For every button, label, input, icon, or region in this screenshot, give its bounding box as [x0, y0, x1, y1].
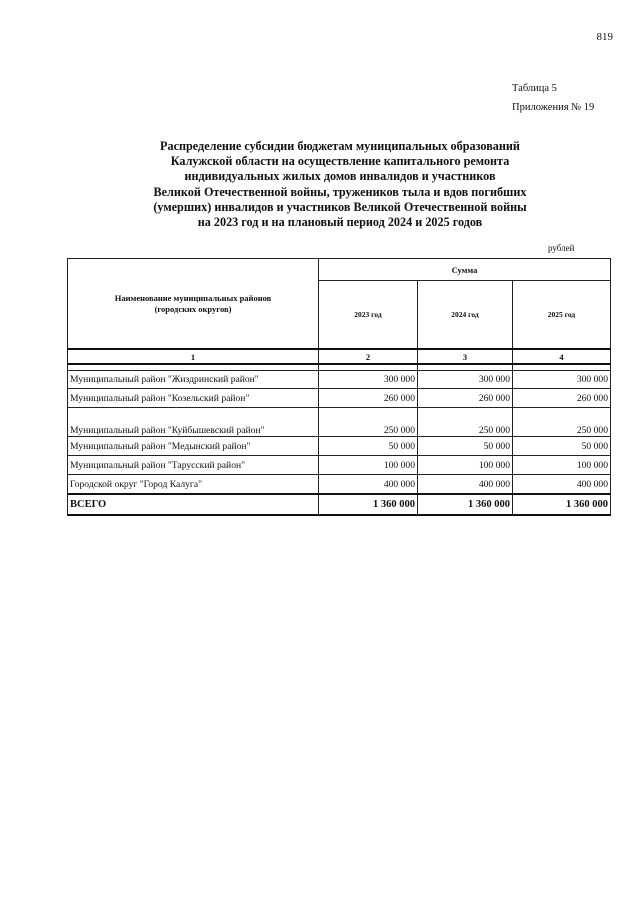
title-line: индивидуальных жилых домов инвалидов и участников: [184, 169, 496, 184]
header-sum-cell: Сумма: [319, 259, 611, 281]
district-name-cell: Городской округ "Город Калуга": [68, 475, 319, 495]
total-label-cell: ВСЕГО: [68, 494, 319, 515]
table-row: [68, 408, 611, 437]
value-cell: 50 000: [319, 437, 418, 456]
column-number-cell: 2: [319, 349, 418, 364]
value-cell: 400 000: [513, 475, 611, 495]
header-year-cell: 2023 год: [319, 281, 418, 350]
table-row: [68, 371, 611, 389]
title-line: на 2023 год и на плановый период 2024 и 2025 годов: [197, 215, 483, 230]
district-name-cell: Муниципальный район "Козельский район": [68, 389, 319, 408]
value-cell: 50 000: [513, 437, 611, 456]
value-cell: 250 000: [418, 408, 513, 437]
district-name-cell: Муниципальный район "Жиздринский район": [68, 371, 319, 389]
table-label: Таблица 5: [512, 83, 557, 94]
title-line: Распределение субсидии бюджетам муниципальных образований: [160, 139, 520, 153]
title-line: Калужской области на осуществление капитального ремонта: [170, 154, 510, 169]
header-name-cell: [68, 259, 319, 350]
district-name-cell: Муниципальный район "Куйбышевский район": [68, 408, 319, 437]
appendix-label: Приложения № 19: [512, 102, 595, 113]
value-cell: 300 000: [319, 371, 418, 389]
table-row: [68, 456, 611, 475]
value-cell: 400 000: [319, 475, 418, 495]
value-cell: 300 000: [513, 371, 611, 389]
table-row: [68, 389, 611, 408]
header-year-cell: 2024 год: [418, 281, 513, 350]
value-cell: 260 000: [418, 389, 513, 408]
value-cell: 260 000: [513, 389, 611, 408]
total-value-cell: 1 360 000: [418, 494, 513, 515]
value-cell: 100 000: [418, 456, 513, 475]
header-name-line: Наименование муниципальных районов: [114, 292, 272, 303]
value-cell: 250 000: [319, 408, 418, 437]
value-cell: 50 000: [418, 437, 513, 456]
document-title: [60, 139, 620, 230]
title-line: (умерших) инвалидов и участников Великой Отечественной войны: [153, 199, 527, 214]
value-cell: 100 000: [513, 456, 611, 475]
total-value-cell: 1 360 000: [513, 494, 611, 515]
header-name-line: (городских округов): [154, 303, 232, 314]
title-line: Великой Отечественной войны, тружеников тыла и вдов погибших: [153, 184, 527, 199]
units-label: рублей: [548, 243, 575, 253]
column-number-cell: 4: [513, 349, 611, 364]
value-cell: 300 000: [418, 371, 513, 389]
column-number-row: [68, 349, 611, 364]
page-number: 819: [596, 31, 613, 43]
table-row: [68, 475, 611, 495]
district-name-cell: Муниципальный район "Тарусский район": [68, 456, 319, 475]
district-name-cell: Муниципальный район "Медынский район": [68, 437, 319, 456]
value-cell: 400 000: [418, 475, 513, 495]
header-row: [68, 259, 611, 281]
header-year-cell: 2025 год: [513, 281, 611, 350]
column-number-cell: 3: [418, 349, 513, 364]
total-row: [68, 494, 611, 515]
table-row: [68, 437, 611, 456]
total-value-cell: 1 360 000: [319, 494, 418, 515]
column-number-cell: 1: [68, 349, 319, 364]
value-cell: 260 000: [319, 389, 418, 408]
value-cell: 100 000: [319, 456, 418, 475]
value-cell: 250 000: [513, 408, 611, 437]
subsidy-table: [67, 258, 611, 516]
